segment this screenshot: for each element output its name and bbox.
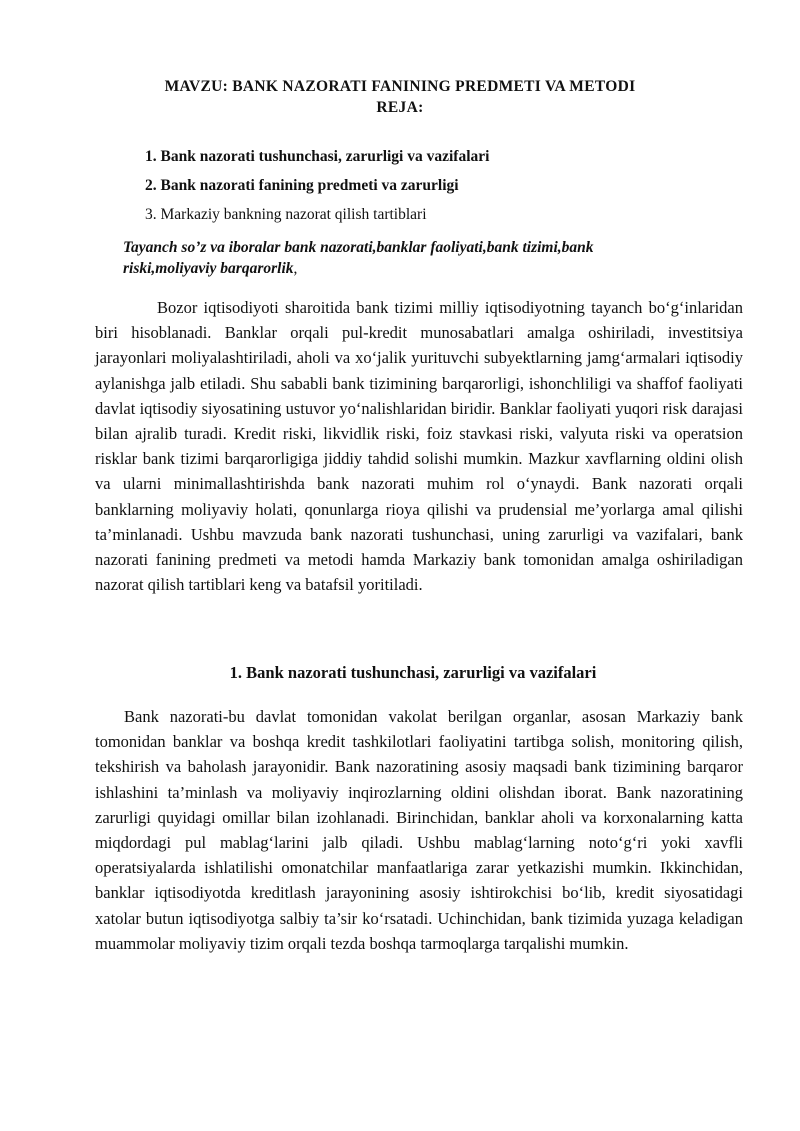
document-title: MAVZU: BANK NAZORATI FANINING PREDMETI VA METODI bbox=[164, 78, 636, 95]
plan-item: 2. Bank nazorati fanining predmeti va zarurligi bbox=[145, 177, 459, 194]
plan-heading: REJA: bbox=[376, 99, 424, 116]
keywords-text: Tayanch so’z va iboralar bank nazorati,banklar faoliyati,bank tizimi,bank riski,moliyaviy barqarorlik bbox=[123, 239, 594, 277]
plan-list bbox=[145, 146, 489, 233]
plan-item: 1. Bank nazorati tushunchasi, zarurligi va vazifalari bbox=[145, 148, 490, 165]
section-paragraph: Bank nazorati-bu davlat tomonidan vakolat berilgan organlar, asosan Markaziy bank tomonidan banklar va boshqa kredit tashkilotlari faoliyatini tartibga solish, monitoring qilish, tekshirish va baholash jarayonidir. Bank nazoratining asosiy maqsadi bank tizimining barqaror ishlashini ta’minlash va moliyaviy inqirozlarning oldini olishdan iborat. Bank nazoratining zarurligi quyidagi omillar bilan izohlanadi. Birinchidan, banklar aholi va korxonalarning katta miqdordagi pul mablag‘larini jalb qiladi. Ushbu mablag‘larning noto‘g‘ri yoki xavfli operatsiyalarda ishlatilishi omonatchilar manfaatlariga zarar yetkazishi mumkin. Ikkinchidan, banklar iqtisodiyotda kreditlash jarayonining asosiy ishtirokchisi bo‘lib, kredit siyosatidagi xatolar butun iqtisodiyotga salbiy ta’sir ko‘rsatadi. Uchinchidan, bank tizimida yuzaga keladigan muammolar moliyaviy tizim orqali tezda boshqa tarmoqlarga tarqalishi mumkin. bbox=[95, 707, 743, 953]
intro-paragraph: Bozor iqtisodiyoti sharoitida bank tizimi milliy iqtisodiyotning tayanch bo‘g‘inlaridan biri hisoblanadi. Banklar orqali pul-kredit munosabatlari amalga oshiriladi, investitsiya jarayonlari moliyalashtiriladi, aholi va xo‘jalik yurituvchi subyektlarning jamg‘armalari iqtisodiy aylanishga jalb etiladi. Shu sababli bank tizimining barqarorligi, ishonchliligi va shaffof faoliyati davlat iqtisodiy siyosatining ustuvor yo‘nalishlaridan biridir. Banklar faoliyati yuqori risk darajasi bilan ajralib turadi. Kredit riski, likvidlik riski, foiz stavkasi riski, valyuta riski va operatsion risklar bank tizimi barqarorligiga jiddiy tahdid solishi mumkin. Mazkur xavflarning oldini olish va ularni minimallashtirishda bank nazorati muhim rol o‘ynaydi. Bank nazorati orqali banklarning moliyaviy holati, qonunlarga rioya qilishi va prudensial me’yorlarga amal qilishi ta’minlanadi. Ushbu mavzuda bank nazorati tushunchasi, uning zarurligi va vazifalari, bank nazorati fanining predmeti va metodi hamda Markaziy bank tomonidan amalga oshiriladigan nazorat qilish tartiblari keng va batafsil yoritiladi. bbox=[95, 298, 743, 595]
keywords-tail: , bbox=[293, 260, 298, 277]
section-heading: 1. Bank nazorati tushunchasi, zarurligi va vazifalari bbox=[229, 663, 597, 682]
keywords-line bbox=[123, 237, 683, 279]
plan-item: 3. Markaziy bankning nazorat qilish tartiblari bbox=[145, 206, 427, 223]
